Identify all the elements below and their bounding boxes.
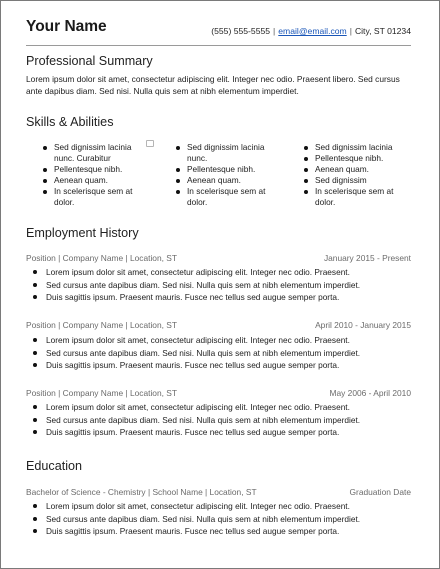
job-bullet: Duis sagittis ipsum. Praesent mauris. Fusce nec tellus sed augue semper porta. [26,426,360,439]
city-state: City, ST 01234 [354,26,411,36]
email-link[interactable]: email@email.com [278,26,347,36]
skill-item: In scelerisque sem at dolor. [38,186,150,208]
skills-column-1 [38,142,150,208]
job-position: Position | Company Name | Location, ST [26,388,177,398]
education-bullet: Sed cursus ante dapibus diam. Sed nisi. Nulla quis sem at nibh elementum imperdiet. [26,513,360,526]
skill-item: Aenean quam. [38,175,150,186]
phone-number: (555) 555-5555 [211,26,271,36]
job-bullet: Duis sagittis ipsum. Praesent mauris. Fusce nec tellus sed augue semper porta. [26,291,360,304]
skills-column-2 [171,142,281,208]
education-bullet: Duis sagittis ipsum. Praesent mauris. Fusce nec tellus sed augue semper porta. [26,525,360,538]
job-header [26,388,411,400]
job-header [26,253,411,265]
skill-item: Pellentesque nibh. [171,164,281,175]
skill-item: Sed dignissim lacinia nunc. Curabitur [38,142,150,164]
education-bullet: Lorem ipsum dolor sit amet, consectetur adipiscing elit. Integer nec odio. Praesent. [26,500,360,513]
skill-item: Sed dignissim lacinia [299,142,414,153]
job-header [26,320,411,332]
skill-item: Sed dignissim [299,175,414,186]
degree-line: Bachelor of Science - Chemistry | School Name | Location, ST [26,487,257,497]
graduation-date: Graduation Date [349,487,411,497]
job-bullet: Sed cursus ante dapibus diam. Sed nisi. Nulla quis sem at nibh elementum imperdiet. [26,279,360,292]
summary-text: Lorem ipsum dolor sit amet, consectetur adipiscing elit. Integer nec odio. Praesent libero. Sed cursus ante dapibus diam. Sed nisi. Nulla quis sem at nibh elementum imperdiet. [26,74,400,96]
education-bullets [26,500,360,538]
job-dates: January 2015 - Present [323,253,411,263]
skill-item: Pellentesque nibh. [299,153,414,164]
skills-column-3 [299,142,414,208]
job-dates: April 2010 - January 2015 [315,320,411,330]
skill-item: Sed dignissim lacinia nunc. [171,142,281,164]
job-bullet: Lorem ipsum dolor sit amet, consectetur adipiscing elit. Integer nec odio. Praesent. [26,401,360,414]
summary-heading: Professional Summary [26,54,153,68]
skill-item: In scelerisque sem at dolor. [299,186,414,208]
contact-separator: | [273,26,276,36]
employment-heading: Employment History [26,226,139,240]
education-heading: Education [26,459,83,473]
skill-item: Aenean quam. [171,175,281,186]
job-bullets [26,401,360,439]
education-header [26,487,411,499]
job-dates: May 2006 - April 2010 [329,388,411,398]
skill-item: In scelerisque sem at dolor. [171,186,281,208]
job-position: Position | Company Name | Location, ST [26,253,177,263]
resume-name: Your Name [26,18,107,35]
job-bullet: Duis sagittis ipsum. Praesent mauris. Fusce nec tellus sed augue semper porta. [26,359,360,372]
job-bullet: Lorem ipsum dolor sit amet, consectetur adipiscing elit. Integer nec odio. Praesent. [26,266,360,279]
job-bullets [26,266,360,304]
contact-line [211,26,411,36]
skill-item: Aenean quam. [299,164,414,175]
job-bullet: Lorem ipsum dolor sit amet, consectetur adipiscing elit. Integer nec odio. Praesent. [26,334,360,347]
job-bullet: Sed cursus ante dapibus diam. Sed nisi. Nulla quis sem at nibh elementum imperdiet. [26,347,360,360]
skills-heading: Skills & Abilities [26,115,114,129]
contact-separator: | [349,26,352,36]
job-bullet: Sed cursus ante dapibus diam. Sed nisi. Nulla quis sem at nibh elementum imperdiet. [26,414,360,427]
job-position: Position | Company Name | Location, ST [26,320,177,330]
header-divider [26,45,411,46]
job-bullets [26,334,360,372]
skill-item: Pellentesque nibh. [38,164,150,175]
